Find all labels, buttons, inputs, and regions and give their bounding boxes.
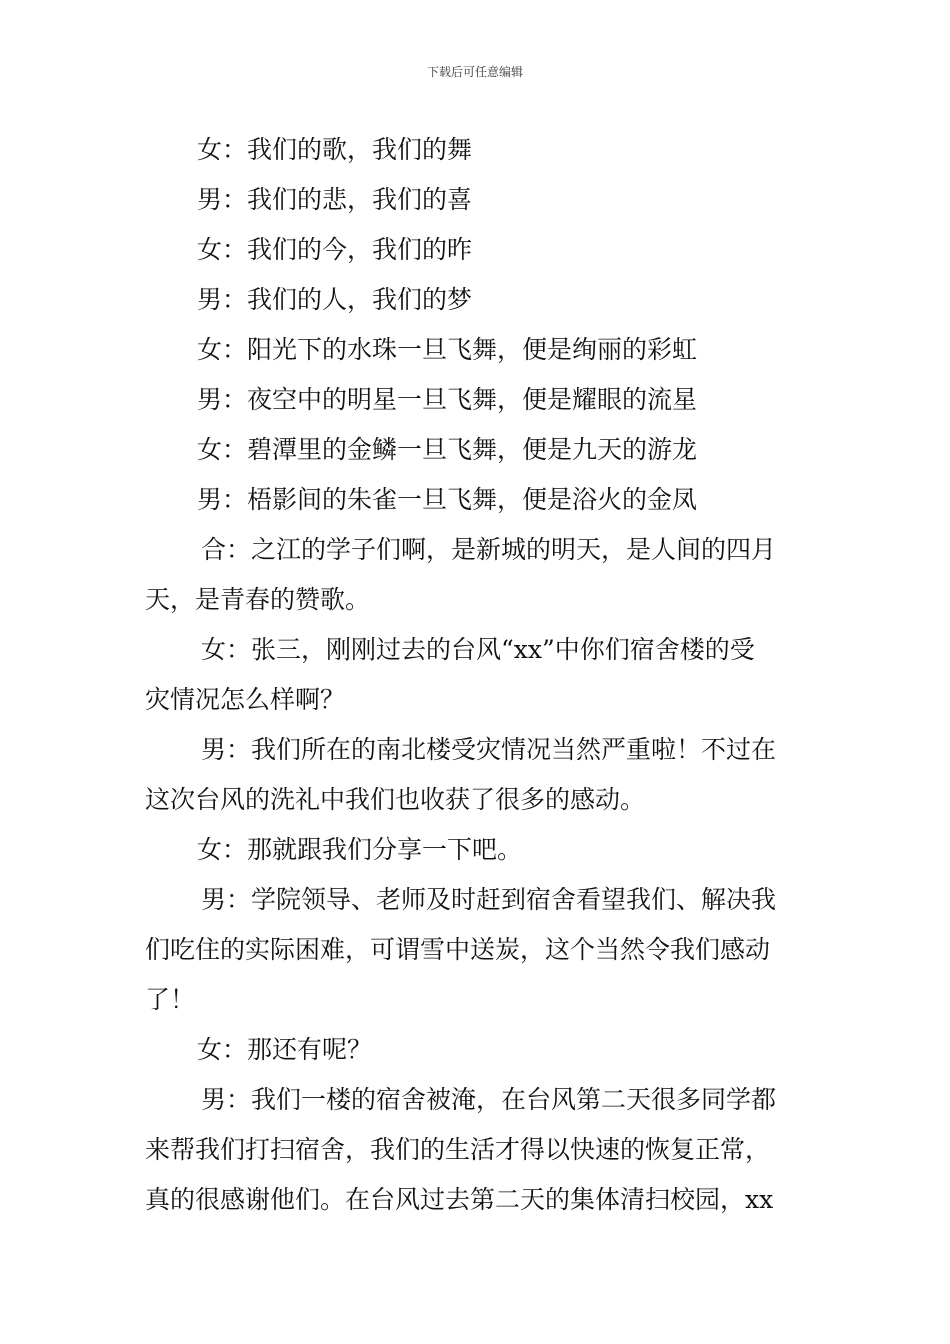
dialogue-line-continued: 了！ [145,985,196,1014]
dialogue-line-continued: 们吃住的实际困难，可谓雪中送炭，这个当然令我们感动 [145,935,771,964]
dialogue-line: 女：那还有呢？ [197,1035,373,1064]
dialogue-line: 男：学院领导、老师及时赶到宿舍看望我们、解决我 [201,885,777,914]
dialogue-line: 男：梧影间的朱雀一旦飞舞，便是浴火的金凤 [197,485,698,514]
dialogue-line: 男：我们的人，我们的梦 [197,285,473,314]
dialogue-line: 女：碧潭里的金鳞一旦飞舞，便是九天的游龙 [197,435,698,464]
dialogue-line: 女：我们的歌，我们的舞 [197,135,473,164]
page-header: 下载后可任意编辑 [426,65,523,79]
dialogue-line: 男：夜空中的明星一旦飞舞，便是耀眼的流星 [197,385,698,414]
dialogue-line-continued: 真的很感谢他们。在台风过去第二天的集体清扫校园，xx [145,1185,774,1214]
document-body [145,125,810,1225]
dialogue-line: 男：我们所在的南北楼受灾情况当然严重啦！不过在 [201,735,777,764]
dialogue-line: 女：那就跟我们分享一下吧。 [197,835,523,864]
dialogue-line-continued: 灾情况怎么样啊？ [145,685,346,714]
dialogue-line-continued: 这次台风的洗礼中我们也收获了很多的感动。 [145,785,646,814]
dialogue-line: 女：阳光下的水珠一旦飞舞，便是绚丽的彩虹 [197,335,698,364]
dialogue-line-continued: 天，是青春的赞歌。 [145,585,371,614]
dialogue-line: 女：我们的今，我们的昨 [197,235,473,264]
dialogue-line-continued: 来帮我们打扫宿舍，我们的生活才得以快速的恢复正常， [145,1135,771,1164]
dialogue-line: 男：我们的悲，我们的喜 [197,185,473,214]
dialogue-line: 男：我们一楼的宿舍被淹，在台风第二天很多同学都 [201,1085,777,1114]
dialogue-line: 合：之江的学子们啊，是新城的明天，是人间的四月 [201,535,777,564]
dialogue-line: 女：张三，刚刚过去的台风“xx”中你们宿舍楼的受 [201,635,755,664]
